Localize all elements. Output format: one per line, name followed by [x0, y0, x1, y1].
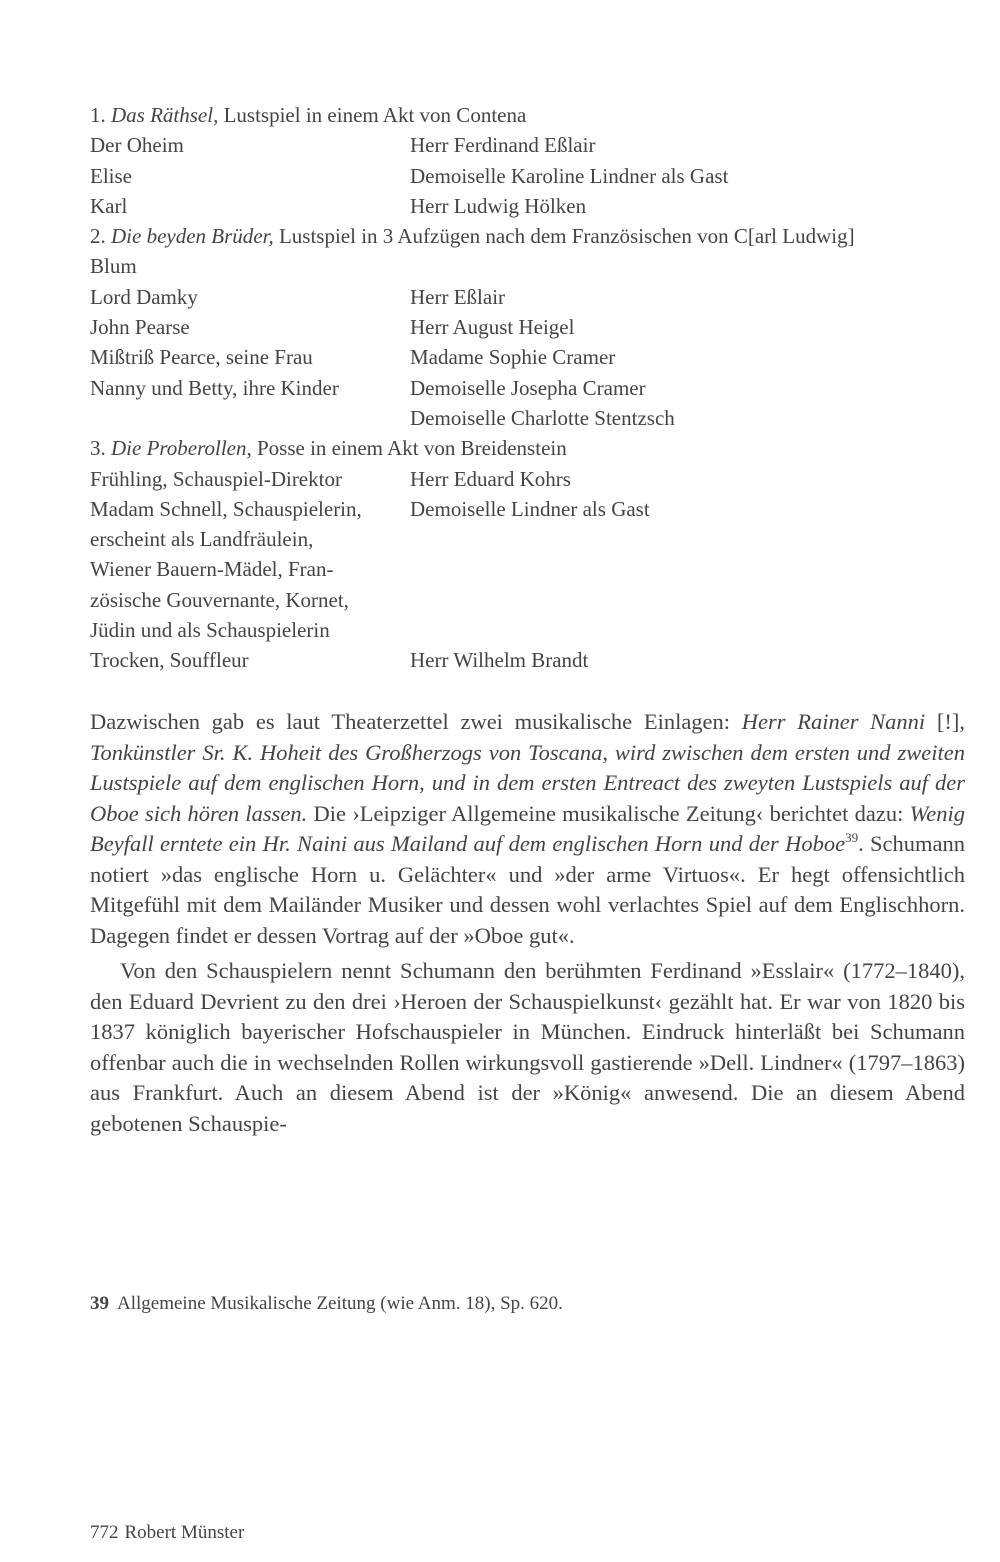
cast-actor: Demoiselle Karoline Lindner als Gast: [410, 163, 729, 188]
paragraph: [90, 707, 965, 951]
cast-role: John Pearse: [90, 315, 190, 340]
page-number: 772: [90, 1522, 119, 1543]
playbill-listing: [90, 100, 970, 676]
cast-role: Lord Damky: [90, 284, 198, 309]
cast-row: [90, 403, 970, 433]
play-description: Posse in einem Akt von Breidenstein: [251, 436, 567, 461]
cast-role: Elise: [90, 163, 132, 188]
cast-actor: Herr Eßlair: [410, 284, 506, 309]
cast-actor: Demoiselle Josepha Cramer: [410, 375, 646, 400]
footnote-reference[interactable]: 39: [845, 830, 859, 845]
running-author: Robert Münster: [124, 1522, 245, 1543]
cast-role: Karl: [90, 193, 128, 218]
play-description-continued: Blum: [90, 254, 137, 279]
cast-row: [90, 373, 970, 403]
cast-row: [90, 524, 970, 554]
footnote: [90, 1291, 563, 1317]
cast-row: [90, 464, 970, 494]
cast-row: [90, 615, 970, 645]
footnote-text: Allgemeine Musikalische Zeitung (wie Anm. 18), Sp. 620.: [117, 1293, 563, 1314]
cast-role: Mißtriß Pearce, seine Frau: [90, 345, 313, 370]
paragraph-text: . Schumann notiert »das englische Horn u. Gelächter« und »der arme Virtuos«. Er hegt offensichtlich Mitgefühl mit dem Mailänder Musiker und dessen wohl verlachtes Spiel auf dem Englischhorn. Dagegen findet er dessen Vortrag auf der »Oboe gut«.: [90, 831, 965, 948]
cast-row: [90, 312, 970, 342]
cast-role: erscheint als Landfräulein,: [90, 527, 314, 552]
cast-role: Jüdin und als Schauspielerin: [90, 618, 330, 643]
cast-role: zösische Gouvernante, Kornet,: [90, 587, 349, 612]
play-description: Lustspiel in 3 Aufzügen nach dem Französischen von C[arl Ludwig]: [273, 224, 855, 249]
cast-role: Wiener Bauern-Mädel, Fran-: [90, 557, 334, 582]
cast-actor: Herr Ferdinand Eßlair: [410, 133, 596, 158]
play-title: Die Proberollen,: [111, 436, 252, 461]
cast-role: Nanny und Betty, ihre Kinder: [90, 375, 339, 400]
body-text: [90, 707, 965, 1139]
cast-row: [90, 282, 970, 312]
play-number: 3.: [90, 436, 106, 461]
play-description: Lustspiel in einem Akt von Contena: [218, 103, 527, 127]
paragraph-text: Die ›Leipziger Allgemeine musikalische Zeitung‹ berichtet dazu:: [307, 800, 910, 826]
cast-role: Der Oheim: [90, 133, 184, 158]
play-heading-continued: [90, 251, 970, 281]
cast-row: [90, 191, 970, 221]
cast-row: [90, 554, 970, 584]
cast-row: [90, 161, 970, 191]
footnote-number: 39: [90, 1293, 109, 1314]
play-title: Das Räthsel,: [111, 103, 219, 127]
cast-actor: Madame Sophie Cramer: [410, 345, 616, 370]
cast-row: [90, 645, 970, 675]
play-number: 2.: [90, 224, 106, 249]
quoted-review-text: Wenig Beyfall erntete ein Hr. Naini aus Mailand auf dem englischen Horn und der Hoboe: [90, 800, 965, 856]
quoted-playbill-text: Tonkünstler Sr. K. Hoheit des Großherzogs von Toscana, wird zwischen dem ersten und zweiten Lustspiele auf dem englischen Horn, und in dem ersten Entreact des zweyten Lustspiels auf der Oboe sich hören lassen.: [90, 739, 965, 826]
play-title: Die beyden Brüder,: [111, 224, 274, 249]
cast-actor: Herr Ludwig Hölken: [410, 193, 587, 218]
paragraph-text: Dazwischen gab es laut Theaterzettel zwei musikalische Einlagen:: [90, 709, 742, 734]
cast-role: Trocken, Souffleur: [90, 648, 249, 673]
cast-actor: Herr Eduard Kohrs: [410, 466, 571, 491]
paragraph-text: [!],: [925, 709, 965, 734]
cast-actor: Herr August Heigel: [410, 315, 575, 340]
play-number: 1.: [90, 103, 106, 127]
play-heading: [90, 433, 970, 463]
cast-role: Madam Schnell, Schauspielerin,: [90, 496, 362, 521]
page-footer: [90, 1520, 244, 1546]
quoted-playbill-name: Herr Rainer Nanni: [741, 709, 926, 734]
cast-actor: Demoiselle Lindner als Gast: [410, 496, 650, 521]
cast-row: [90, 494, 970, 524]
cast-row: [90, 130, 970, 160]
paragraph: Von den Schauspielern nennt Schumann den berühmten Ferdinand »Esslair« (1772–1840), den Eduard Devrient zu den drei ›Heroen der Schauspielkunst‹ gezählt hat. Er war von 1820 bis 1837 königlich bayerischer Hofschauspieler in München. Eindruck hinterläßt bei Schumann offenbar auch die in wechselnden Rollen wirkungsvoll gastierende »Dell. Lindner« (1797–1863) aus Frankfurt. Auch an diesem Abend ist der »König« anwesend. Die an diesem Abend gebotenen Schauspie-: [90, 958, 965, 1136]
play-heading: [90, 100, 970, 130]
cast-actor: Herr Wilhelm Brandt: [410, 648, 589, 673]
cast-row: [90, 585, 970, 615]
cast-actor: Demoiselle Charlotte Stentzsch: [410, 405, 675, 430]
cast-row: [90, 342, 970, 372]
play-heading: [90, 221, 970, 251]
cast-role: Frühling, Schauspiel-Direktor: [90, 466, 342, 491]
